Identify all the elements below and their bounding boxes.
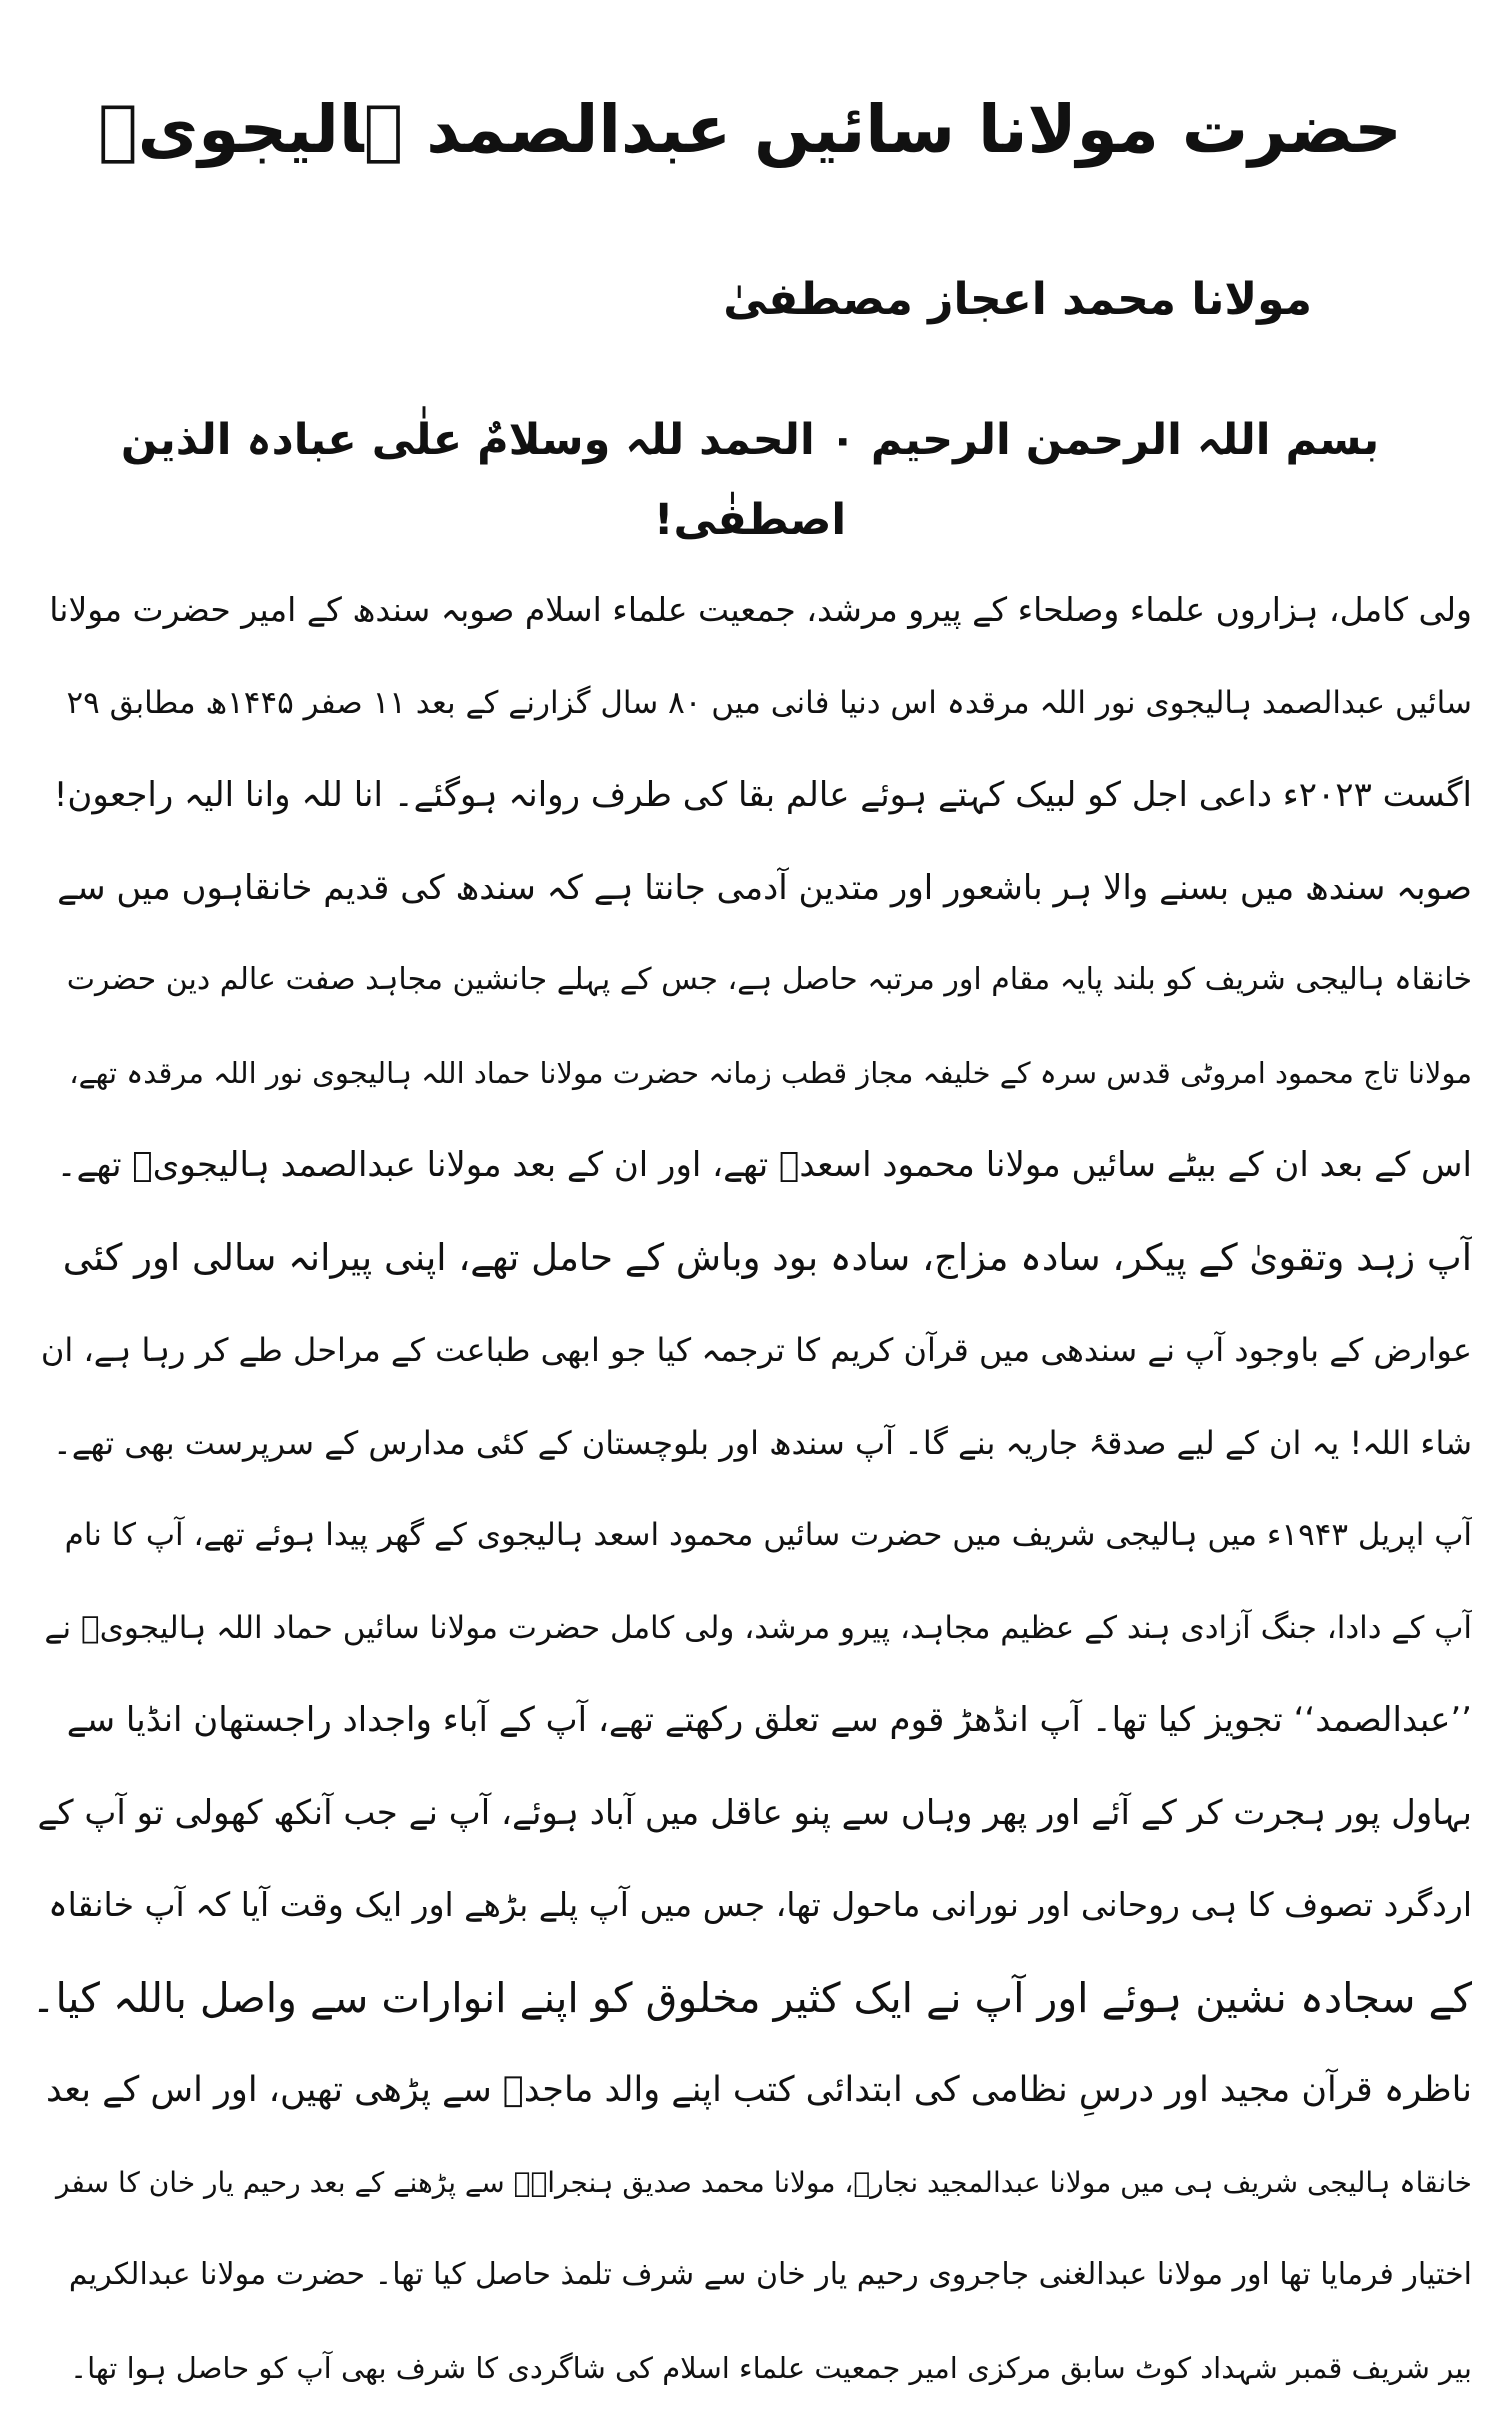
text-line: ناظرہ قرآن مجید اور درسِ نظامی کی ابتدائی کتب اپنے والد ماجدؒ سے پڑھی تھیں، اور اس کے بعد — [28, 2044, 1472, 2137]
paragraph — [28, 2044, 1472, 2414]
paragraph — [28, 564, 1472, 842]
text-line: صوبہ سندھ میں بسنے والا ہر باشعور اور متدین آدمی جانتا ہے کہ سندھ کی قدیم خانقاہوں میں سے — [28, 842, 1472, 935]
article-title: حضرت مولانا سائیں عبدالصمد ہالیجویؒ — [28, 70, 1472, 190]
text-line: عوارض کے باوجود آپ نے سندھی میں قرآن کریم کا ترجمہ کیا جو ابھی طباعت کے مراحل طے کر رہا ہے، ان — [28, 1304, 1472, 1397]
text-line: کے سجادہ نشین ہوئے اور آپ نے ایک کثیر مخلوق کو اپنے انوارات سے واصل باللہ کیا۔ — [28, 1952, 1472, 2045]
text-line: ’’عبدالصمد‘‘ تجویز کیا تھا۔ آپ انڈھڑ قوم سے تعلق رکھتے تھے، آپ کے آباء واجداد راجستھان انڈیا سے — [28, 1674, 1472, 1767]
text-line: اگست ۲۰۲۳ء داعی اجل کو لبیک کہتے ہوئے عالم بقا کی طرف روانہ ہوگئے۔ انا للہ وانا الیہ راجعون! — [28, 749, 1472, 842]
text-line: آپ کے دادا، جنگ آزادی ہند کے عظیم مجاہد، پیرو مرشد، ولی کامل حضرت مولانا سائیں حماد اللہ ہالیجویؒ نے — [28, 1582, 1472, 1675]
paragraph — [28, 1212, 1472, 1490]
text-line: آپ زہد وتقویٰ کے پیکر، سادہ مزاج، سادہ بود وباش کے حامل تھے، اپنی پیرانہ سالی اور کئی — [28, 1212, 1472, 1305]
text-line: ولی کامل، ہزاروں علماء وصلحاء کے پیرو مرشد، جمعیت علماء اسلام صوبہ سندھ کے امیر حضرت مولانا — [28, 564, 1472, 657]
bismillah-line: بسم اللہ الرحمن الرحیم ۰ الحمد للہ وسلامٌ علٰی عبادہ الذین اصطفٰی! — [28, 400, 1472, 560]
text-line: اردگرد تصوف کا ہی روحانی اور نورانی ماحول تھا، جس میں آپ پلے بڑھے اور ایک وقت آیا کہ آپ خانقاہ — [28, 1859, 1472, 1952]
author-name: مولانا محمد اعجاز مصطفیٰ — [28, 260, 1312, 340]
text-line: بہاول پور ہجرت کر کے آئے اور پھر وہاں سے پنو عاقل میں آباد ہوئے، آپ نے جب آنکھ کھولی تو آپ کے — [28, 1767, 1472, 1860]
text-line: اس کے بعد ان کے بیٹے سائیں مولانا محمود اسعدؒ تھے، اور ان کے بعد مولانا عبدالصمد ہالیجویؒ تھے۔ — [28, 1119, 1472, 1212]
text-line: بیر شریف قمبر شہداد کوٹ سابق مرکزی امیر جمعیت علماء اسلام کی شاگردی کا شرف بھی آپ کو حاصل ہوا تھا۔ — [28, 2322, 1472, 2414]
paragraph — [28, 842, 1472, 1212]
text-line: آپ اپریل ۱۹۴۳ء میں ہالیجی شریف میں حضرت سائیں محمود اسعد ہالیجوی کے گھر پیدا ہوئے تھے، آپ کا نام — [28, 1489, 1472, 1582]
text-line: اختیار فرمایا تھا اور مولانا عبدالغنی جاجروی رحیم یار خان سے شرف تلمذ حاصل کیا تھا۔ حضرت مولانا عبدالکریم — [28, 2229, 1472, 2322]
text-line: شاء اللہ! یہ ان کے لیے صدقۂ جاریہ بنے گا۔ آپ سندھ اور بلوچستان کے کئی مدارس کے سرپرست بھی تھے۔ — [28, 1397, 1472, 1490]
article-body — [28, 564, 1472, 2414]
text-line: خانقاہ ہالیجی شریف ہی میں مولانا عبدالمجید نجارؒ، مولانا محمد صدیق ہنجراہؒ سے پڑھنے کے بعد رحیم یار خان کا سفر — [28, 2137, 1472, 2230]
text-line: سائیں عبدالصمد ہالیجوی نور اللہ مرقدہ اس دنیا فانی میں ۸۰ سال گزارنے کے بعد ۱۱ صفر ۱۴۴۵ھ مطابق ۲۹ — [28, 657, 1472, 750]
text-line: خانقاہ ہالیجی شریف کو بلند پایہ مقام اور مرتبہ حاصل ہے، جس کے پہلے جانشین مجاہد صفت عالم دین حضرت — [28, 934, 1472, 1027]
text-line: مولانا تاج محمود امروٹی قدس سرہ کے خلیفہ مجاز قطب زمانہ حضرت مولانا حماد اللہ ہالیجوی نور اللہ مرقدہ تھے، — [28, 1027, 1472, 1120]
paragraph — [28, 1489, 1472, 2044]
